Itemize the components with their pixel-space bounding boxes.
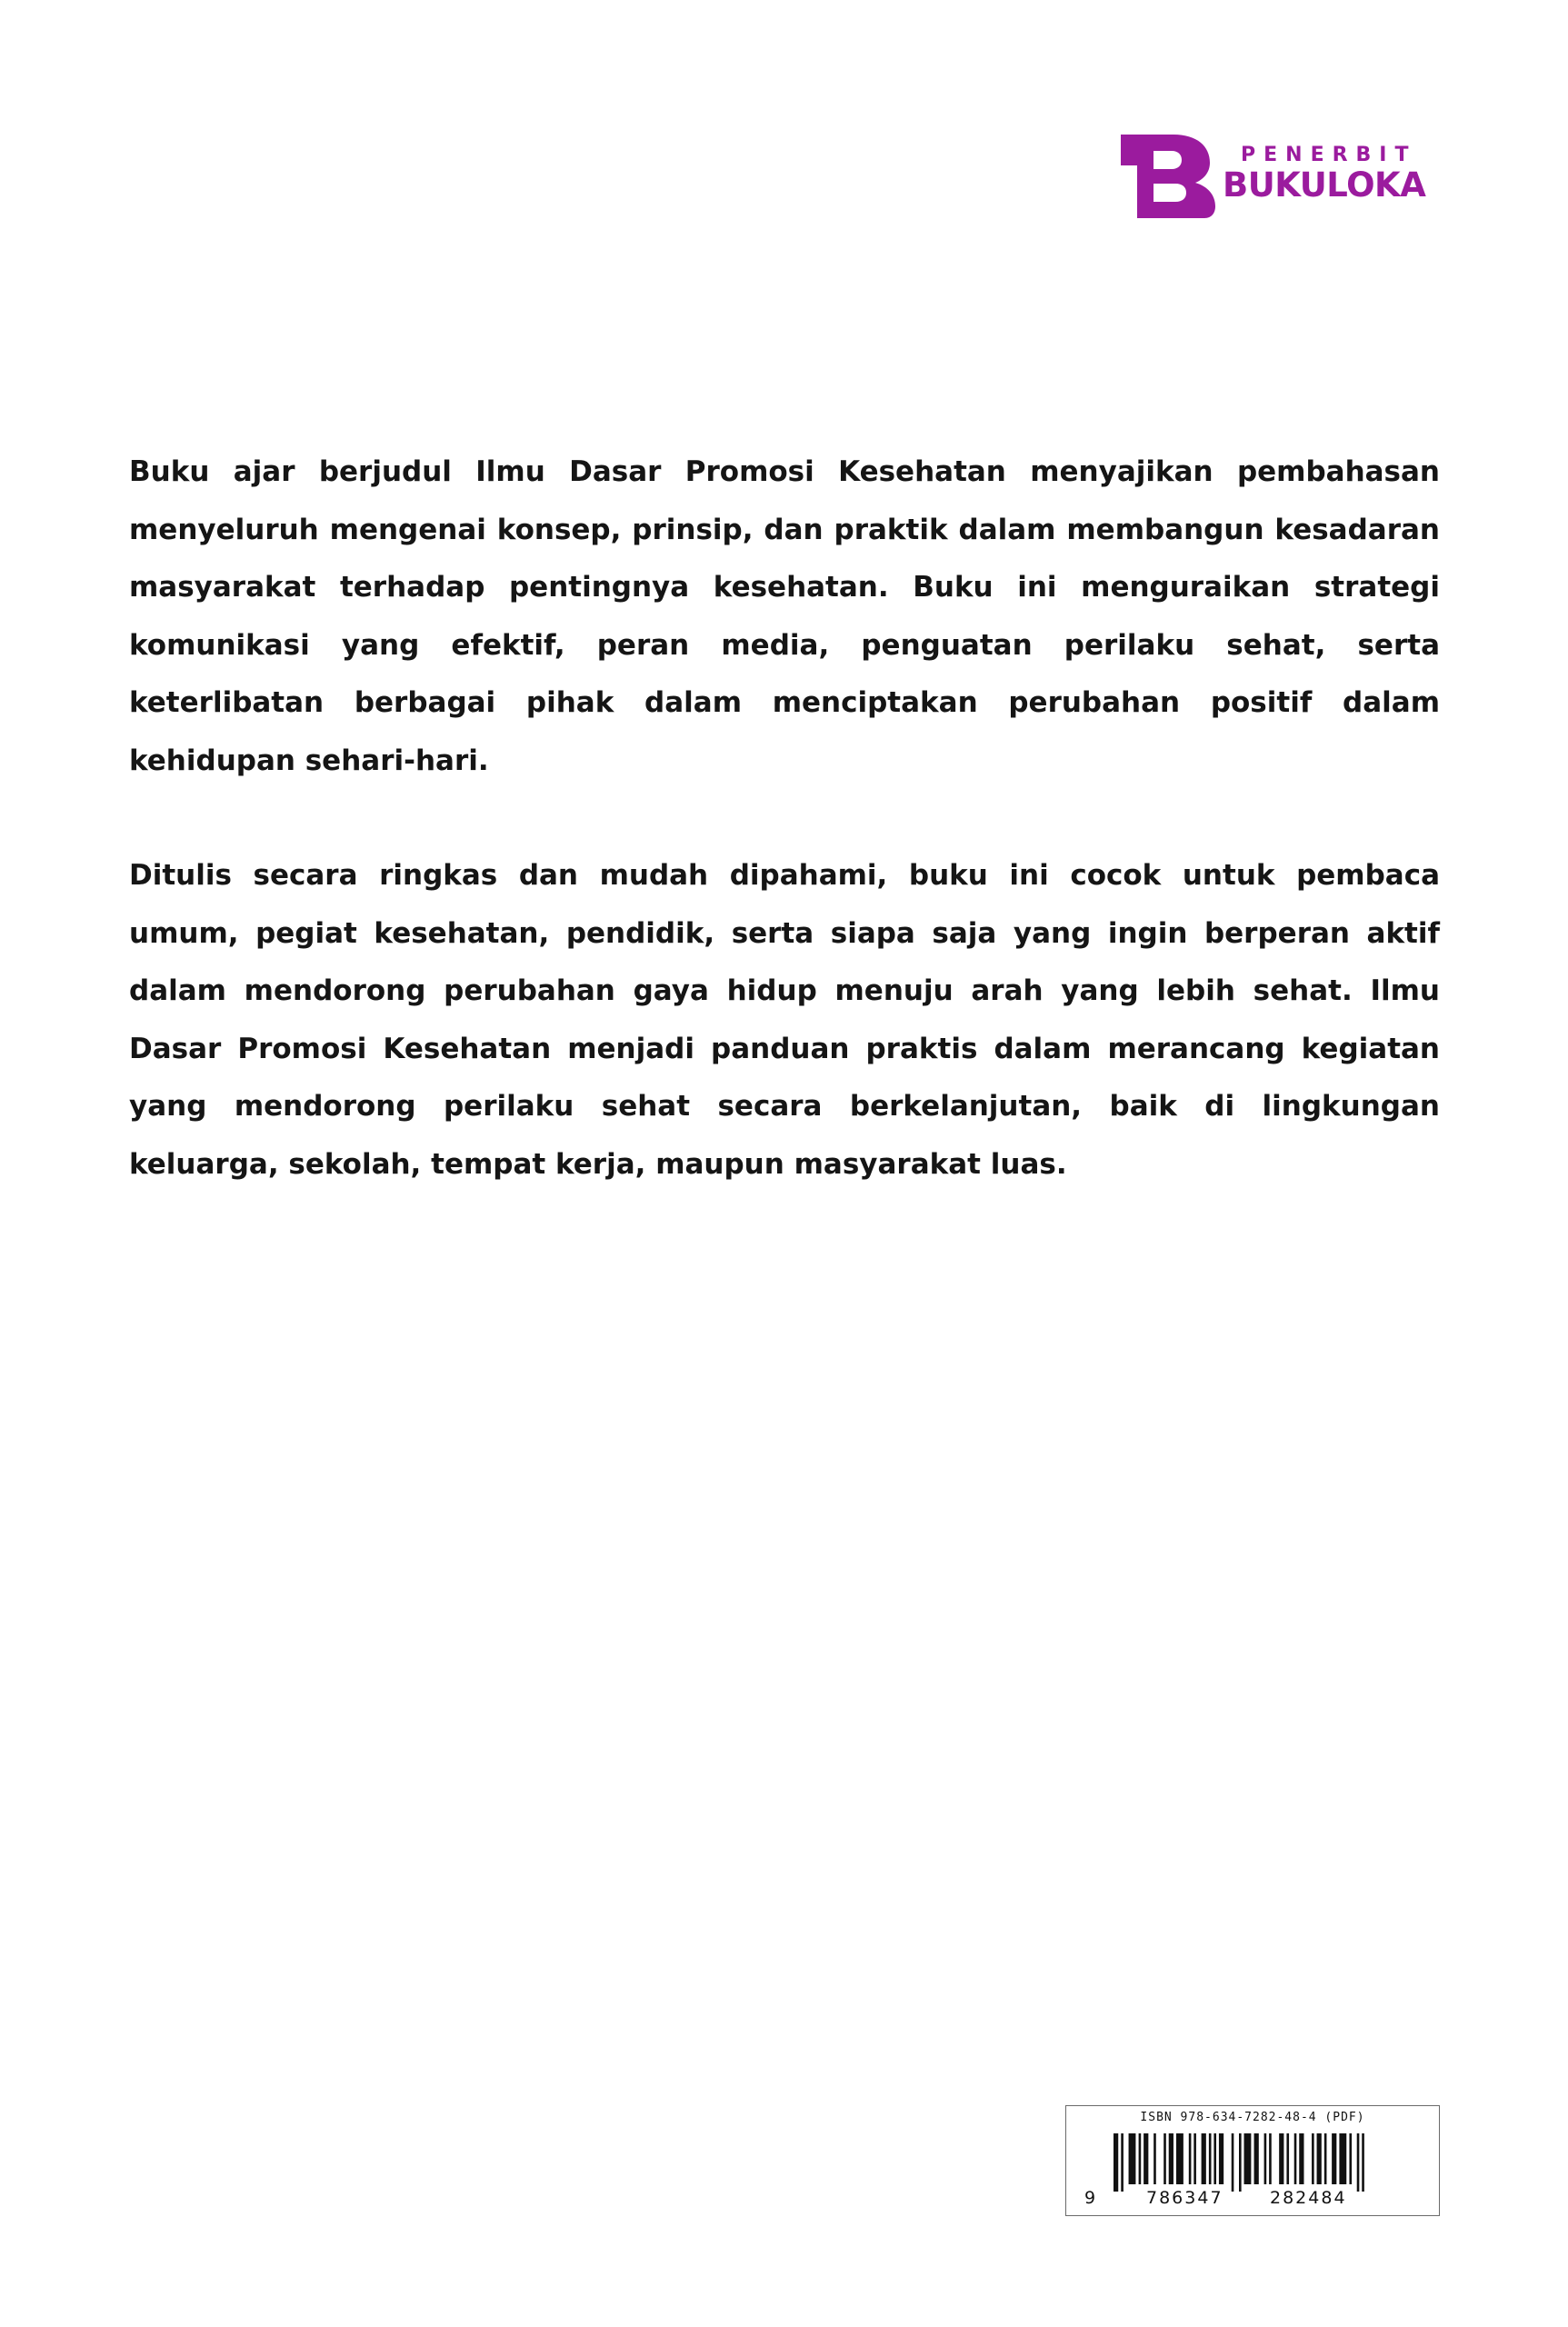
barcode-bar bbox=[1362, 2133, 1364, 2192]
barcode-bar bbox=[1213, 2133, 1216, 2184]
barcode-bar bbox=[1286, 2133, 1289, 2184]
barcode-bar bbox=[1144, 2133, 1148, 2184]
barcode-bar bbox=[1164, 2133, 1166, 2184]
isbn-digit-first: 9 bbox=[1084, 2188, 1096, 2208]
barcode-bar bbox=[1239, 2133, 1242, 2192]
publisher-name: BUKULOKA bbox=[1223, 165, 1426, 205]
barcode-bar bbox=[1193, 2133, 1196, 2184]
blurb-paragraph-1: Buku ajar berjudul Ilmu Dasar Promosi Kesehatan menyajikan pembahasan menyeluruh mengenai konsep, prinsip, dan praktik dalam membangun kesadaran masyarakat terhadap pentingnya kesehatan. Buku ini menguraikan strategi komunikasi yang efektif, peran media, penguatan perilaku sehat, serta keterlibatan berbagai pihak dalam menciptakan perubahan positif dalam kehidupan sehari-hari. bbox=[129, 455, 1440, 777]
barcode-bar bbox=[1357, 2133, 1360, 2192]
barcode-bar bbox=[1169, 2133, 1174, 2184]
barcode-bar bbox=[1294, 2133, 1297, 2184]
isbn-digits-right: 282484 bbox=[1270, 2188, 1347, 2208]
barcode-bar bbox=[1312, 2133, 1314, 2184]
book-blurb bbox=[129, 444, 1440, 1193]
barcode-bar bbox=[1232, 2133, 1234, 2192]
barcode-bar bbox=[1154, 2133, 1156, 2184]
isbn-digits-left: 786347 bbox=[1146, 2188, 1223, 2208]
barcode-bar bbox=[1299, 2133, 1303, 2184]
barcode-bar bbox=[1121, 2133, 1124, 2192]
barcode-bar bbox=[1269, 2133, 1272, 2184]
barcode-bar bbox=[1254, 2133, 1259, 2184]
barcode-bar bbox=[1189, 2133, 1192, 2184]
barcode-bar bbox=[1209, 2133, 1212, 2184]
publisher-logo-mark-icon bbox=[1121, 135, 1215, 218]
isbn-label: ISBN 978-634-7282-48-4 (PDF) bbox=[1140, 2111, 1365, 2124]
isbn-barcode-box bbox=[1065, 2105, 1440, 2216]
barcode-bar bbox=[1129, 2133, 1136, 2184]
barcode-bar bbox=[1324, 2133, 1327, 2184]
barcode-bar bbox=[1139, 2133, 1142, 2184]
publisher-logo bbox=[1121, 135, 1448, 218]
publisher-sub-label: PENERBIT bbox=[1241, 144, 1417, 166]
barcode-bar bbox=[1339, 2133, 1346, 2184]
barcode-bar bbox=[1317, 2133, 1322, 2184]
barcode-bar bbox=[1202, 2133, 1206, 2184]
barcode-icon bbox=[1114, 2133, 1364, 2192]
barcode-bar bbox=[1244, 2133, 1252, 2184]
publisher-logo-text bbox=[1223, 135, 1448, 218]
barcode-bar bbox=[1332, 2133, 1336, 2184]
barcode-bar bbox=[1219, 2133, 1223, 2184]
barcode-bar bbox=[1349, 2133, 1352, 2184]
barcode-bar bbox=[1264, 2133, 1267, 2184]
barcode-bar bbox=[1176, 2133, 1183, 2184]
barcode-bar bbox=[1279, 2133, 1283, 2184]
blurb-paragraph-2: Ditulis secara ringkas dan mudah dipahami, buku ini cocok untuk pembaca umum, pegiat kesehatan, pendidik, serta siapa saja yang ingin berperan aktif dalam mendorong perubahan gaya hidup menuju arah yang lebih sehat. Ilmu Dasar Promosi Kesehatan menjadi panduan praktis dalam merancang kegiatan yang mendorong perilaku sehat secara berkelanjutan, baik di lingkungan keluarga, sekolah, tempat kerja, maupun masyarakat luas. bbox=[129, 859, 1440, 1181]
barcode-bar bbox=[1114, 2133, 1118, 2192]
